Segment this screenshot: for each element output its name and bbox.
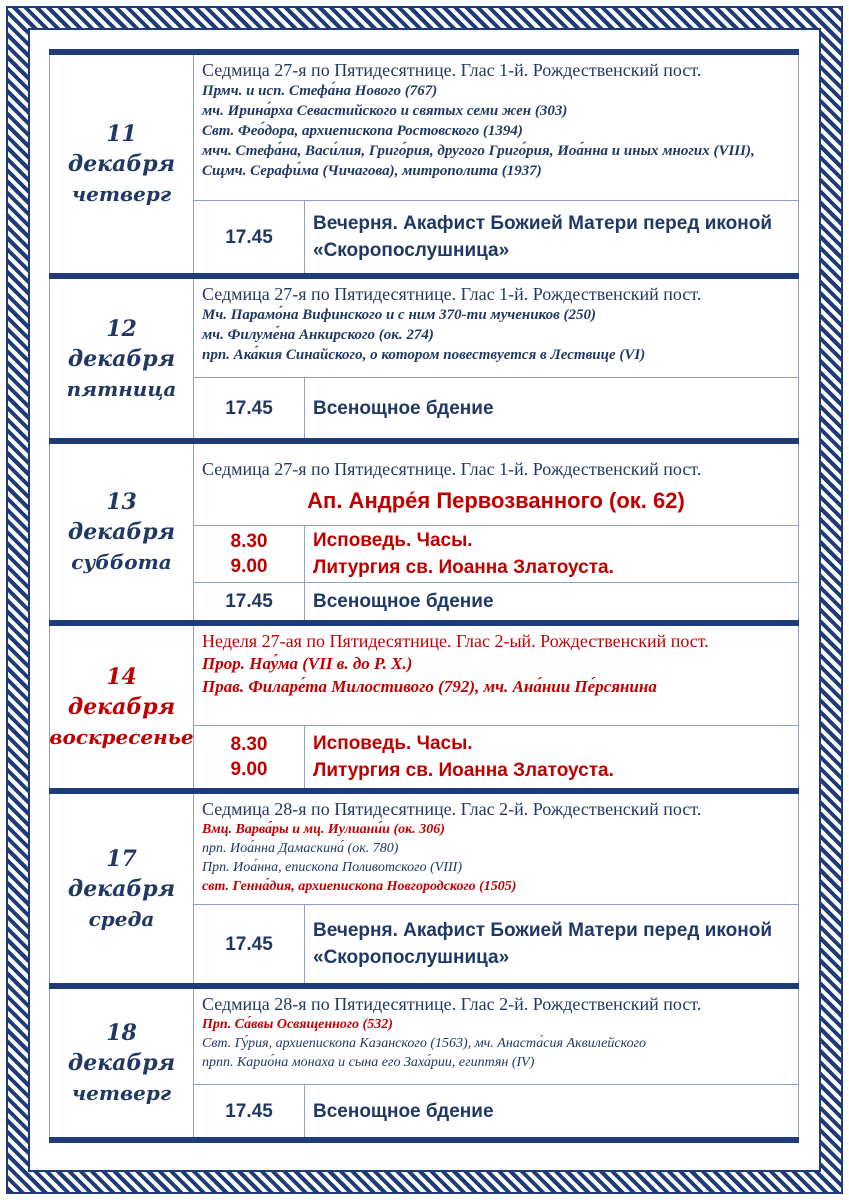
day-content	[194, 989, 798, 1137]
service-text: Исповедь. Часы.	[313, 530, 473, 551]
day-row	[49, 626, 799, 788]
day-date-cell	[50, 279, 194, 438]
service-time-cell	[194, 905, 305, 983]
day-row	[49, 444, 799, 620]
service-time-cell	[194, 378, 305, 438]
day-date-cell	[50, 626, 194, 788]
service-row	[194, 904, 798, 983]
day-date: 18 декабря	[67, 1020, 176, 1076]
service-time: 8.30	[230, 531, 268, 552]
day-info	[194, 794, 798, 904]
service-text-cell	[305, 1085, 798, 1137]
service-row	[194, 200, 798, 273]
saint-line: Свт. Гу́рия, архиепископа Казанского (1563), мч. Анаста́сия Аквилейского	[202, 1036, 647, 1051]
saint-line: прпп. Карио́на монаха и сына его Заха́рии, египтян (IV)	[202, 1055, 535, 1070]
saint-line: прп. Ака́кия Синайского, о котором повествуется в Лествице (VI)	[202, 347, 646, 363]
service-time: 17.45	[225, 1100, 273, 1122]
day-date-cell	[50, 989, 194, 1137]
service-text-cell	[305, 726, 798, 788]
day-date-cell	[50, 55, 194, 273]
service-time: 17.45	[225, 397, 273, 419]
service-text-cell	[305, 378, 798, 438]
service-row	[194, 377, 798, 438]
saint-line: свт. Генна́дия, архиепископа Новгородского (1505)	[202, 879, 517, 894]
service-row	[194, 1084, 798, 1137]
service-time: 8.30	[230, 734, 268, 755]
saint-line: мч. Филуме́на Анкирского (ок. 274)	[202, 327, 434, 343]
day-weekday: воскресенье	[49, 725, 194, 749]
service-text: Исповедь. Часы.	[313, 733, 473, 754]
day-content	[194, 794, 798, 983]
service-text-cell	[305, 201, 798, 273]
day-row	[49, 989, 799, 1137]
day-content	[194, 444, 798, 620]
day-date-cell	[50, 794, 194, 983]
saint-line: Прп. Са́ввы Освященного (532)	[202, 1017, 393, 1032]
service-text: Вечерня. Акафист Божией Матери перед иконой «Скоропослушница»	[313, 213, 773, 261]
day-date: 11 декабря	[67, 121, 176, 177]
service-text-cell	[305, 905, 798, 983]
service-time-cell	[194, 526, 305, 582]
week-line: Седмица 28-я по Пятидесятнице. Глас 2-й. Рождественский пост.	[202, 994, 702, 1014]
service-row	[194, 525, 798, 582]
day-info	[194, 626, 798, 725]
service-time: 17.45	[225, 226, 273, 248]
saint-line: мчч. Стефа́на, Васи́лия, Григо́рия, другого Григо́рия, Иоа́нна и иных многих (VIII), Сщмч. Серафи́ма (Чичагова), митрополита (1937)	[202, 143, 755, 179]
service-text: Всенощное бдение	[313, 397, 494, 419]
saint-line: Прав. Филаре́та Милостивого (792), мч. Ана́нии Пе́рсянина	[202, 677, 657, 696]
saint-line: мч. Ирина́рха Севастийского и святых семи жен (303)	[202, 103, 568, 119]
week-line: Седмица 27-я по Пятидесятнице. Глас 1-й. Рождественский пост.	[202, 459, 702, 479]
day-content	[194, 55, 798, 273]
day-date: 17 декабря	[67, 845, 176, 902]
day-weekday: четверг	[71, 1081, 172, 1105]
service-row	[194, 725, 798, 788]
service-text: Всенощное бдение	[313, 591, 494, 612]
day-weekday: суббота	[71, 550, 172, 574]
service-time-cell	[194, 583, 305, 620]
day-row	[49, 279, 799, 438]
service-text: Всенощное бдение	[313, 1100, 494, 1122]
saint-line: Прп. Иоа́нна, епископа Поливотского (VIII)	[202, 860, 462, 875]
day-content	[194, 279, 798, 438]
service-time-cell	[194, 726, 305, 788]
service-text: Вечерня. Акафист Божией Матери перед иконой «Скоропослушница»	[313, 920, 773, 968]
day-info	[194, 444, 798, 525]
service-time: 9.00	[230, 556, 268, 577]
day-info	[194, 989, 798, 1084]
day-weekday: четверг	[71, 182, 172, 206]
day-info	[194, 55, 798, 200]
week-line: Седмица 28-я по Пятидесятнице. Глас 2-й. Рождественский пост.	[202, 799, 702, 819]
service-text-cell	[305, 526, 798, 582]
service-time: 9.00	[230, 759, 268, 780]
week-line: Неделя 27-ая по Пятидесятнице. Глас 2-ый. Рождественский пост.	[202, 631, 709, 651]
service-text: Литургия св. Иоанна Златоуста.	[313, 760, 614, 781]
week-line: Седмица 27-я по Пятидесятнице. Глас 1-й. Рождественский пост.	[202, 284, 702, 304]
service-time: 17.45	[225, 591, 273, 612]
day-info	[194, 279, 798, 377]
day-date: 13 декабря	[67, 489, 176, 545]
day-content	[194, 626, 798, 788]
day-divider	[49, 1137, 799, 1143]
service-time-cell	[194, 1085, 305, 1137]
saint-line: прп. Иоа́нна Дамаскина́ (ок. 780)	[202, 841, 399, 856]
saint-line: Свт. Фео́дора, архиепископа Ростовского (1394)	[202, 123, 523, 139]
saint-line: Мч. Парамо́на Вифинского и с ним 370-ти мучеников (250)	[202, 307, 597, 323]
day-row	[49, 55, 799, 273]
service-text: Литургия св. Иоанна Златоуста.	[313, 557, 614, 578]
day-weekday: пятница	[66, 376, 177, 401]
feast-title: Ап. Андре́я Первозванного (ок. 62)	[307, 488, 685, 513]
day-date-cell	[50, 444, 194, 620]
day-row	[49, 794, 799, 983]
saint-line: Прмч. и исп. Стефа́на Нового (767)	[202, 83, 438, 99]
day-weekday: среда	[88, 906, 155, 931]
service-time: 17.45	[225, 933, 273, 955]
service-row	[194, 582, 798, 620]
schedule-table	[49, 49, 799, 1143]
day-date: 14 декабря	[67, 664, 176, 720]
service-time-cell	[194, 201, 305, 273]
week-line: Седмица 27-я по Пятидесятнице. Глас 1-й. Рождественский пост.	[202, 60, 702, 80]
saint-line: Вмц. Варва́ры и мц. Иулиани́и (ок. 306)	[202, 822, 445, 837]
service-text-cell	[305, 583, 798, 620]
day-date: 12 декабря	[67, 315, 176, 372]
saint-line: Прор. Нау́ма (VII в. до Р. Х.)	[202, 654, 413, 673]
